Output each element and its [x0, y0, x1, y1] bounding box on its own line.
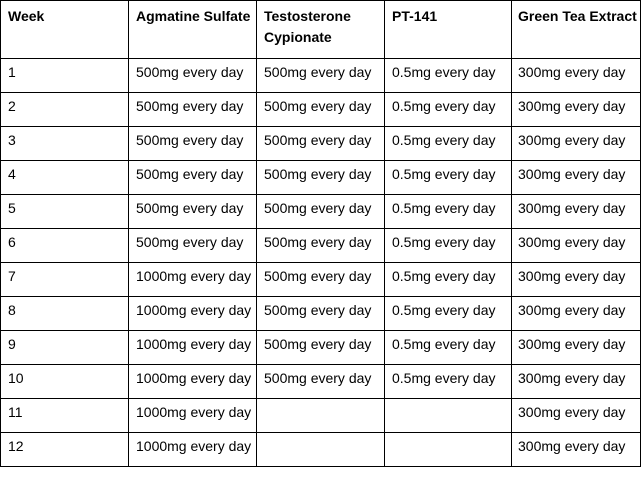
- table-row: [1, 161, 641, 195]
- cell-pt-141: [385, 399, 512, 433]
- table-row: [1, 399, 641, 433]
- cell-testosterone-cypionate: 500mg every day: [257, 93, 385, 127]
- cell-pt-141: 0.5mg every day: [385, 93, 512, 127]
- cell-green-tea-extract: 300mg every day: [512, 297, 641, 331]
- header-week: Week: [1, 1, 129, 59]
- cell-agmatine-sulfate: 1000mg every day: [129, 399, 257, 433]
- cell-week: 10: [1, 365, 129, 399]
- cell-agmatine-sulfate: 500mg every day: [129, 195, 257, 229]
- table-header: [1, 1, 641, 59]
- cell-agmatine-sulfate: 1000mg every day: [129, 433, 257, 467]
- table-row: [1, 433, 641, 467]
- cell-agmatine-sulfate: 1000mg every day: [129, 263, 257, 297]
- cell-week: 5: [1, 195, 129, 229]
- cell-pt-141: 0.5mg every day: [385, 59, 512, 93]
- cell-testosterone-cypionate: 500mg every day: [257, 195, 385, 229]
- cell-agmatine-sulfate: 500mg every day: [129, 229, 257, 263]
- cell-green-tea-extract: 300mg every day: [512, 127, 641, 161]
- header-row: [1, 1, 641, 59]
- cell-testosterone-cypionate: 500mg every day: [257, 127, 385, 161]
- cell-agmatine-sulfate: 500mg every day: [129, 161, 257, 195]
- cell-pt-141: 0.5mg every day: [385, 365, 512, 399]
- cell-week: 6: [1, 229, 129, 263]
- cell-agmatine-sulfate: 500mg every day: [129, 59, 257, 93]
- cell-green-tea-extract: 300mg every day: [512, 399, 641, 433]
- table-row: [1, 229, 641, 263]
- cell-testosterone-cypionate: 500mg every day: [257, 331, 385, 365]
- cell-week: 3: [1, 127, 129, 161]
- cell-pt-141: 0.5mg every day: [385, 229, 512, 263]
- header-agmatine-sulfate: Agmatine Sulfate: [129, 1, 257, 59]
- table-row: [1, 297, 641, 331]
- cell-week: 2: [1, 93, 129, 127]
- cell-green-tea-extract: 300mg every day: [512, 195, 641, 229]
- cell-pt-141: 0.5mg every day: [385, 127, 512, 161]
- cell-week: 11: [1, 399, 129, 433]
- cell-green-tea-extract: 300mg every day: [512, 365, 641, 399]
- table-row: [1, 263, 641, 297]
- header-testosterone-cypionate: Testosterone Cypionate: [257, 1, 385, 59]
- cell-agmatine-sulfate: 1000mg every day: [129, 297, 257, 331]
- cell-testosterone-cypionate: [257, 433, 385, 467]
- cell-week: 1: [1, 59, 129, 93]
- cell-testosterone-cypionate: [257, 399, 385, 433]
- table-row: [1, 93, 641, 127]
- cell-testosterone-cypionate: 500mg every day: [257, 229, 385, 263]
- cell-pt-141: 0.5mg every day: [385, 195, 512, 229]
- table-body: [1, 59, 641, 467]
- table-row: [1, 59, 641, 93]
- cell-green-tea-extract: 300mg every day: [512, 433, 641, 467]
- table-row: [1, 365, 641, 399]
- cell-week: 4: [1, 161, 129, 195]
- cell-green-tea-extract: 300mg every day: [512, 263, 641, 297]
- cell-week: 8: [1, 297, 129, 331]
- cell-week: 9: [1, 331, 129, 365]
- cell-green-tea-extract: 300mg every day: [512, 331, 641, 365]
- cell-week: 7: [1, 263, 129, 297]
- cell-pt-141: 0.5mg every day: [385, 161, 512, 195]
- cell-green-tea-extract: 300mg every day: [512, 161, 641, 195]
- cell-testosterone-cypionate: 500mg every day: [257, 297, 385, 331]
- cell-agmatine-sulfate: 500mg every day: [129, 93, 257, 127]
- cell-agmatine-sulfate: 1000mg every day: [129, 365, 257, 399]
- header-pt-141: PT-141: [385, 1, 512, 59]
- cell-pt-141: 0.5mg every day: [385, 297, 512, 331]
- table-row: [1, 195, 641, 229]
- cell-testosterone-cypionate: 500mg every day: [257, 161, 385, 195]
- cell-green-tea-extract: 300mg every day: [512, 93, 641, 127]
- cell-week: 12: [1, 433, 129, 467]
- header-green-tea-extract: Green Tea Extract: [512, 1, 641, 59]
- cell-testosterone-cypionate: 500mg every day: [257, 365, 385, 399]
- cell-testosterone-cypionate: 500mg every day: [257, 59, 385, 93]
- cell-testosterone-cypionate: 500mg every day: [257, 263, 385, 297]
- table-row: [1, 127, 641, 161]
- cell-agmatine-sulfate: 1000mg every day: [129, 331, 257, 365]
- table-row: [1, 331, 641, 365]
- cell-pt-141: 0.5mg every day: [385, 331, 512, 365]
- cell-green-tea-extract: 300mg every day: [512, 229, 641, 263]
- cell-green-tea-extract: 300mg every day: [512, 59, 641, 93]
- cell-agmatine-sulfate: 500mg every day: [129, 127, 257, 161]
- cell-pt-141: [385, 433, 512, 467]
- cell-pt-141: 0.5mg every day: [385, 263, 512, 297]
